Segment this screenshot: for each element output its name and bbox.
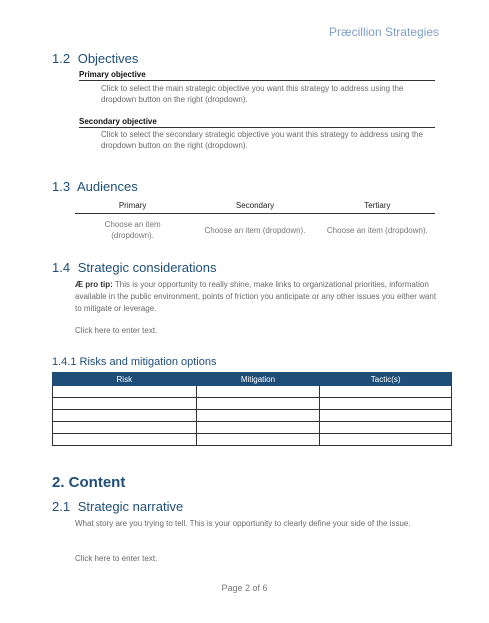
risk-cell-tactics[interactable] xyxy=(320,386,452,398)
audience-header-secondary: Secondary xyxy=(190,199,320,214)
considerations-title: Strategic considerations xyxy=(77,260,217,275)
primary-objective-label: Primary objective xyxy=(79,70,435,81)
risks-heading: 1.4.1 Risks and mitigation options xyxy=(52,356,217,368)
secondary-objective-label: Secondary objective xyxy=(79,117,435,128)
risk-header-mitigation: Mitigation xyxy=(196,373,320,386)
audiences-number: 1.3 xyxy=(52,179,71,194)
narrative-number: 2.1 xyxy=(52,499,71,514)
narrative-text-input[interactable]: Click here to enter text. xyxy=(75,554,158,563)
risk-cell-tactics[interactable] xyxy=(320,422,452,434)
table-row xyxy=(53,386,452,398)
objectives-title: Objectives xyxy=(77,51,139,66)
audience-primary-value: Choose an item (dropdown). xyxy=(104,220,161,240)
audience-secondary-dropdown[interactable]: Choose an item (dropdown). xyxy=(204,225,306,235)
risk-cell-tactics[interactable] xyxy=(320,398,452,410)
objectives-heading xyxy=(52,51,138,66)
table-row xyxy=(53,410,452,422)
audience-primary-dropdown[interactable] xyxy=(75,214,190,247)
table-row xyxy=(53,422,452,434)
considerations-text-input[interactable]: Click here to enter text. xyxy=(75,326,158,335)
brand-header: Præcillion Strategies xyxy=(328,25,439,39)
risk-cell-tactics[interactable] xyxy=(320,434,452,446)
risk-cell-risk[interactable] xyxy=(53,434,197,446)
secondary-objective-dropdown[interactable]: Click to select the secondary strategic objective you want this strategy to address using the dropdown button on the right (dropdown). xyxy=(101,130,423,150)
risk-cell-mitigation[interactable] xyxy=(196,422,320,434)
risk-cell-risk[interactable] xyxy=(53,386,197,398)
risk-cell-mitigation[interactable] xyxy=(196,410,320,422)
risk-header-risk: Risk xyxy=(53,373,197,386)
risk-cell-mitigation[interactable] xyxy=(196,398,320,410)
risk-cell-tactics[interactable] xyxy=(320,410,452,422)
risk-cell-risk[interactable] xyxy=(53,410,197,422)
risk-cell-mitigation[interactable] xyxy=(196,434,320,446)
pro-tip-paragraph xyxy=(75,279,437,315)
pro-tip-text: This is your opportunity to really shine, make links to organizational priorities, information available in the public environment, points of friction you anticipate or any other issues you either want to mitigate or leverage. xyxy=(75,280,437,313)
content-heading: 2. Content xyxy=(52,474,126,491)
risk-header-tactics: Tactic(s) xyxy=(320,373,452,386)
primary-objective-dropdown[interactable]: Click to select the main strategic objective you want this strategy to address using the dropdown button on the right (dropdown). xyxy=(101,84,404,104)
narrative-title: Strategic narrative xyxy=(77,499,184,514)
risk-cell-risk[interactable] xyxy=(53,398,197,410)
pro-tip-label: Æ pro tip: xyxy=(75,280,113,289)
considerations-heading xyxy=(52,260,216,275)
risks-table-body xyxy=(53,386,452,446)
table-row xyxy=(53,434,452,446)
objectives-number: 1.2 xyxy=(52,51,71,66)
risk-cell-mitigation[interactable] xyxy=(196,386,320,398)
risk-cell-risk[interactable] xyxy=(53,422,197,434)
table-row xyxy=(53,398,452,410)
considerations-number: 1.4 xyxy=(52,260,71,275)
audience-header-primary: Primary xyxy=(75,199,190,214)
narrative-heading xyxy=(52,499,183,514)
risks-table xyxy=(52,372,452,446)
audiences-heading xyxy=(52,179,138,194)
audience-header-tertiary: Tertiary xyxy=(320,199,435,214)
audience-tertiary-dropdown[interactable]: Choose an item (dropdown). xyxy=(326,225,428,235)
audiences-table xyxy=(75,199,435,246)
narrative-description: What story are you trying to tell. This is your opportunity to clearly define your side of the issue. xyxy=(75,519,411,528)
page-number: Page 2 of 6 xyxy=(221,583,268,593)
audiences-title: Audiences xyxy=(76,179,138,194)
